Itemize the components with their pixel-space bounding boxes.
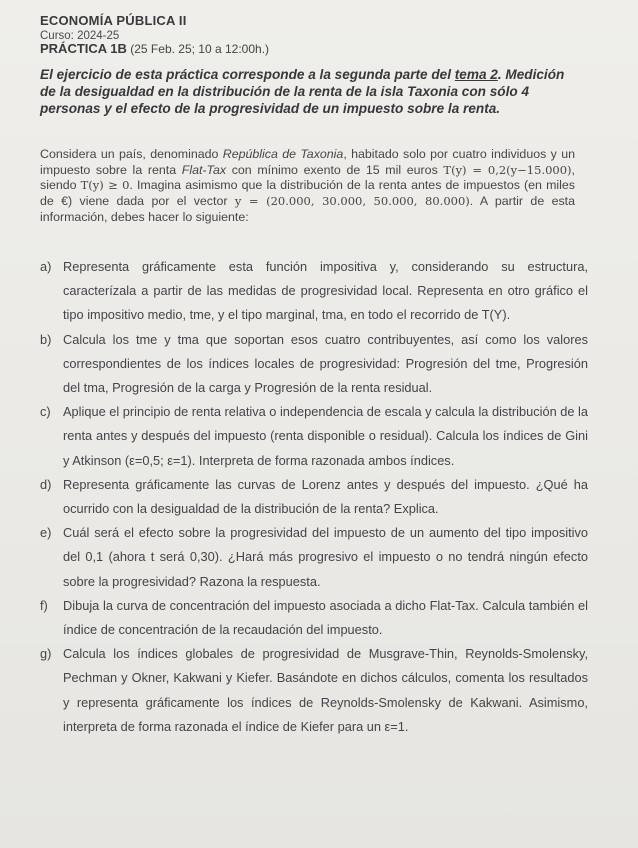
task-text: Cuál será el efecto sobre la progresividad del impuesto de un aumento del tipo impositivo del 0,1 (ahora t será 0,30). ¿Hará más progresivo el impuesto o no tendrá ningún efecto sobre la progresividad? Razona la respuesta. bbox=[63, 525, 588, 589]
task-letter: e) bbox=[40, 525, 52, 541]
statement-text-2: , habitado solo por cuatro individuos y un impuesto sobre la renta bbox=[40, 147, 575, 177]
academic-year: Curso: 2024-25 bbox=[40, 30, 120, 42]
problem-statement bbox=[40, 147, 575, 226]
course-title: ECONOMÍA PÚBLICA II bbox=[40, 13, 187, 28]
practice-label: PRÁCTICA 1B bbox=[40, 41, 127, 56]
statement-text-1: Considera un país, denominado bbox=[40, 147, 223, 161]
task-letter: a) bbox=[40, 259, 52, 274]
task-text: Representa gráficamente esta función impositiva y, considerando su estructura, caracterízala a partir de las medidas de progresividad local. Representa en otro gráfico el tipo impositivo medio, tme, y el tipo marginal, tma, en todo el recorrido de T(Y). bbox=[63, 259, 588, 323]
statement-text-3: con mínimo exento de 15 mil euros bbox=[226, 162, 444, 177]
practice-date: (25 Feb. 25; 10 a 12:00h.) bbox=[126, 42, 270, 56]
task-text: Calcula los tme y tma que soportan esos cuatro contribuyentes, así como los valores correspondientes de los índices locales de progresividad: Progresión del tme, Progresión del tma, Progresión de la carga y Progresión de la renta residual. bbox=[63, 331, 588, 396]
task-letter: g) bbox=[40, 646, 52, 662]
intro-text-1: El ejercicio de esta práctica corresponde a la segunda parte del bbox=[40, 67, 455, 82]
task-item-d bbox=[40, 473, 588, 521]
task-list bbox=[40, 255, 588, 739]
statement-text-6: . A partir de esta información, debes hacer lo siguiente: bbox=[40, 194, 575, 224]
task-item-b bbox=[40, 328, 588, 401]
tax-constraint: T(y) ≥ 0 bbox=[80, 178, 130, 193]
country-name: República de Taxonia bbox=[222, 147, 344, 161]
income-vector: y = (20.000, 30.000, 50.000, 80.000) bbox=[234, 194, 470, 209]
task-letter: f) bbox=[40, 597, 48, 613]
intro-tema: tema 2 bbox=[454, 67, 498, 82]
task-text: Representa gráficamente las curvas de Lorenz antes y después del impuesto. ¿Qué ha ocurrido con la desigualdad de la distribución de la renta? Explica. bbox=[63, 476, 588, 517]
tax-name: Flat-Tax bbox=[181, 162, 227, 177]
task-item-g bbox=[40, 642, 588, 739]
task-letter: d) bbox=[40, 476, 52, 492]
task-text: Calcula los índices globales de progresividad de Musgrave-Thin, Reynolds-Smolensky, Pechman y Okner, Kakwani y Kiefer. Basándote en dichos cálculos, comenta los resultados y representa gráficamente los índices de Reynolds-Smolensky de Kakwani. Asimismo, interpreta de forma razonada el índice de Kiefer para un ε=1. bbox=[63, 646, 588, 734]
statement-text-4: , siendo bbox=[40, 162, 575, 193]
task-text: Aplique el principio de renta relativa o independencia de escala y calcula la distribución de la renta antes y después del impuesto (renta disponible o residual). Calcula los índices de Gini y Atkinson (ε=0,5; ε=1). Interpreta de forma razonada ambos índices. bbox=[63, 404, 589, 468]
tax-formula: T(y) = 0,2(y−15.000) bbox=[443, 162, 572, 177]
statement-text-5: . Imagina asimismo que la distribución de la renta antes de impuestos (en miles de €) viene dada por el vector bbox=[40, 178, 575, 209]
task-letter: c) bbox=[40, 404, 51, 420]
task-item-c bbox=[40, 400, 588, 473]
practice-title bbox=[40, 41, 269, 56]
intro-text-2: . Medición de la desigualdad en la distribución de la renta de la isla Taxonia con sólo 4 personas y el efecto de la progresividad de un impuesto sobre la renta. bbox=[40, 67, 565, 116]
task-text: Dibuja la curva de concentración del impuesto asociada a dicho Flat-Tax. Calcula también el índice de concentración de la recaudación del impuesto. bbox=[63, 597, 588, 638]
task-item-a bbox=[40, 255, 588, 328]
task-item-f bbox=[40, 594, 588, 642]
document-header bbox=[40, 13, 269, 56]
task-item-e bbox=[40, 521, 588, 594]
intro-paragraph bbox=[40, 67, 575, 117]
task-letter: b) bbox=[40, 331, 52, 347]
